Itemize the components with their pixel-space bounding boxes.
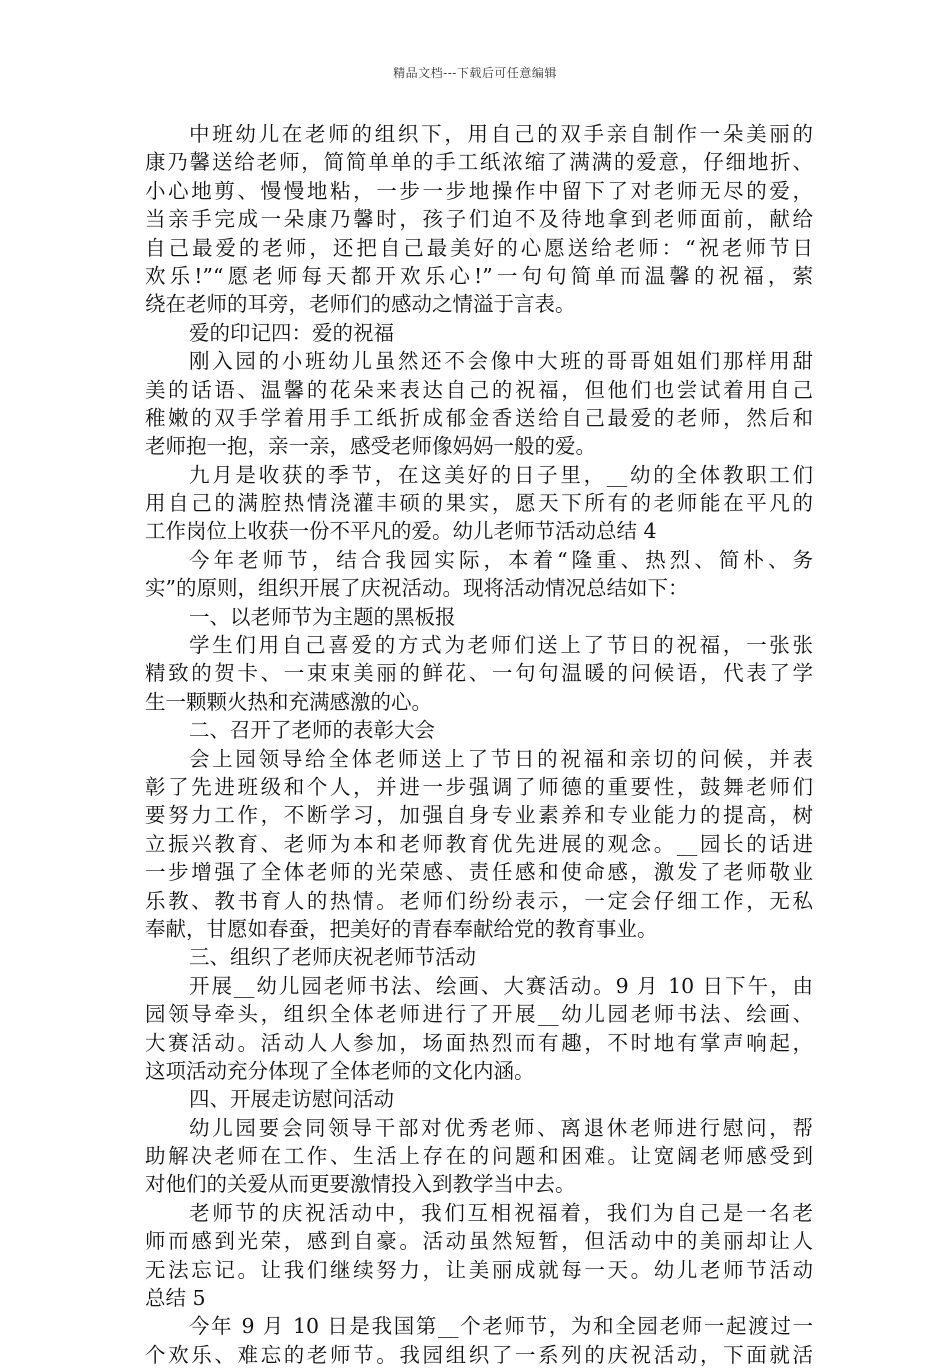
text-line: 园领导牵头，组织全体老师进行了开展__幼儿园老师书法、绘画、 — [145, 1002, 813, 1027]
text-line: 总结 5 — [145, 1286, 206, 1311]
text-line: 四、开展走访慰问活动 — [189, 1087, 394, 1112]
text-line: 这项活动充分体现了全体老师的文化内涵。 — [145, 1058, 535, 1083]
text-line: 当亲手完成一朵康乃馨时，孩子们迫不及待地拿到老师面前，献给 — [145, 207, 813, 232]
text-line: 欢乐!”“愿老师每天都开欢乐心!”一句句简单而温馨的祝福，萦 — [145, 263, 813, 288]
text-line: 师而感到光荣，感到自豪。活动虽然短暂，但活动中的美丽却让人 — [145, 1229, 813, 1254]
text-line: 一、以老师节为主题的黑板报 — [189, 604, 456, 629]
text-line: 自己最爱的老师，还把自己最美好的心愿送给老师：“祝老师节日 — [145, 235, 813, 260]
text-line: 乐教、教书育人的热情。老师们纷纷表示，一定会仔细工作，无私 — [145, 888, 813, 913]
text-line: 九月是收获的季节，在这美好的日子里，__幼的全体教职工们 — [189, 462, 813, 487]
text-line: 用自己的满腔热情浇灌丰硕的果实，愿天下所有的老师能在平凡的 — [145, 491, 813, 516]
text-line: 立振兴教育、老师为本和老师教育优先进展的观念。__园长的话进 — [145, 831, 813, 856]
text-line: 爱的印记四：爱的祝福 — [189, 320, 394, 345]
text-line: 会上园领导给全体老师送上了节日的祝福和亲切的问候，并表 — [189, 746, 813, 771]
text-line: 老师抱一抱，亲一亲，感受老师像妈妈一般的爱。 — [145, 434, 596, 459]
text-line: 学生们用自己喜爱的方式为老师们送上了节日的祝福，一张张 — [189, 633, 813, 658]
text-line: 助解决老师在工作、生活上存在的问题和困难。让宽阔老师感受到 — [145, 1144, 813, 1169]
text-line: 康乃馨送给老师，简简单单的手工纸浓缩了满满的爱意，仔细地折、 — [145, 150, 813, 175]
text-line: 稚嫩的双手学着用手工纸折成郁金香送给自己最爱的老师，然后和 — [145, 405, 813, 430]
text-line: 个欢乐、难忘的老师节。我园组织了一系列的庆祝活动，下面就活 — [145, 1342, 813, 1367]
text-line: 幼儿园要会同领导干部对优秀老师、离退休老师进行慰问，帮 — [189, 1115, 813, 1140]
text-line: 绕在老师的耳旁，老师们的感动之情溢于言表。 — [145, 292, 576, 317]
document-body — [145, 120, 813, 1369]
text-line: 刚入园的小班幼儿虽然还不会像中大班的哥哥姐姐们那样用甜 — [189, 349, 813, 374]
text-line: 美的话语、温馨的花朵来表达自己的祝福，但他们也尝试着用自己 — [145, 377, 813, 402]
text-line: 今年 9 月 10 日是我国第__个老师节，为和全园老师一起渡过一 — [189, 1314, 813, 1339]
text-line: 要努力工作，不断学习，加强自身专业素养和专业能力的提高，树 — [145, 803, 813, 828]
text-line: 中班幼儿在老师的组织下，用自己的双手亲自制作一朵美丽的 — [189, 122, 813, 146]
text-line: 老师节的庆祝活动中，我们互相祝福着，我们为自己是一名老 — [189, 1200, 813, 1225]
text-line: 彰了先进班级和个人，并进一步强调了师德的重要性，鼓舞老师们 — [145, 774, 813, 799]
text-line: 小心地剪、慢慢地粘，一步一步地操作中留下了对老师无尽的爱， — [145, 178, 813, 203]
text-line: 大赛活动。活动人人参加，场面热烈而有趣，不时地有掌声响起， — [145, 1030, 813, 1055]
text-line: 实”的原则，组织开展了庆祝活动。现将活动情况总结如下： — [145, 576, 689, 601]
text-line: 今年老师节，结合我园实际，本着“隆重、热烈、简朴、务 — [189, 547, 813, 572]
text-line: 工作岗位上收获一份不平凡的爱。幼儿老师节活动总结 4 — [145, 519, 657, 544]
text-line: 无法忘记。让我们继续努力，让美丽成就每一天。幼儿老师节活动 — [145, 1257, 813, 1282]
text-line: 对他们的关爱从而更要激情投入到教学当中去。 — [145, 1172, 576, 1197]
page-header: 精品文档---下载后可任意编辑 — [393, 66, 557, 80]
text-line: 奉献，甘愿如春蚕，把美好的青春奉献给党的教育事业。 — [145, 916, 658, 941]
text-line: 三、组织了老师庆祝老师节活动 — [189, 945, 476, 970]
text-line: 一步增强了全体老师的光荣感、责任感和使命感，激发了老师敬业 — [145, 860, 813, 885]
text-line: 开展__幼儿园老师书法、绘画、大赛活动。9 月 10 日下午，由 — [189, 973, 813, 998]
text-line: 精致的贺卡、一束束美丽的鲜花、一句句温暖的问候语，代表了学 — [145, 661, 813, 686]
text-line: 二、召开了老师的表彰大会 — [189, 718, 435, 743]
text-line: 生一颗颗火热和充满感激的心。 — [145, 689, 432, 714]
